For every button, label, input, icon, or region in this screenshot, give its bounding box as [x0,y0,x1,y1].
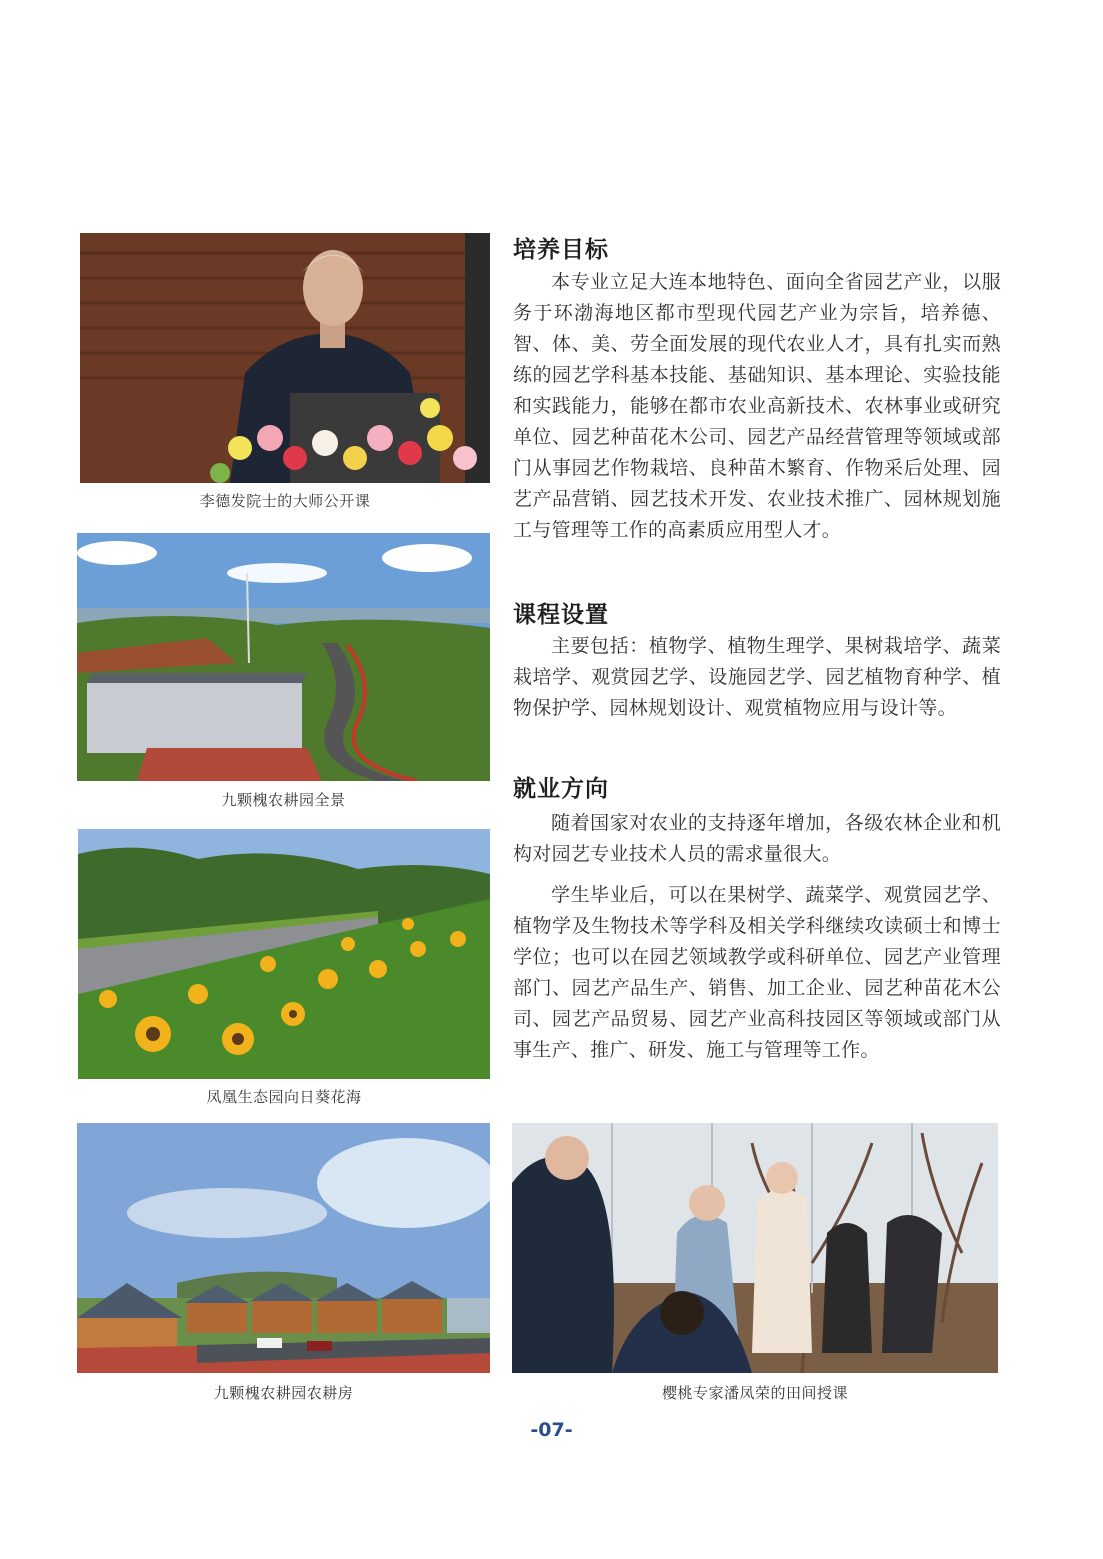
lecture-photo [80,233,490,483]
sunflower-caption: 凤凰生态园向日葵花海 [206,1088,362,1106]
panorama-photo [77,533,490,781]
career-heading: 就业方向 [513,776,609,802]
sunflower-photo [78,829,490,1079]
panorama-caption: 九颗槐农耕园全景 [221,791,346,809]
cherry-photo [512,1123,998,1373]
cherry-caption: 樱桃专家潘凤荣的田间授课 [661,1384,848,1402]
lecture-caption: 李德发院士的大师公开课 [199,492,371,510]
goal-heading: 培养目标 [513,237,609,263]
goal-paragraph: 本专业立足大连本地特色、面向全省园艺产业，以服务于环渤海地区都市型现代园艺产业为宗旨，培养德、智、体、美、劳全面发展的现代农业人才，具有扎实而熟练的园艺学科基本技能、基础知识、基本理论、实验技能和实践能力，能够在都市农业高新技术、农林事业或研究单位、园艺种苗花木公司、园艺产品经营管理等领域或部门从事园艺作物栽培、良种苗木繁育、作物采后处理、园艺产品营销、园艺技术开发、农业技术推广、园林规划施工与管理等工作的高素质应用型人才。 [513,271,1001,541]
farmhouse-caption: 九颗槐农耕园农耕房 [213,1384,354,1402]
career-paragraph-2: 学生毕业后，可以在果树学、蔬菜学、观赏园艺学、植物学及生物技术等学科及相关学科继续攻读硕士和博士学位；也可以在园艺领域教学或科研单位、园艺产业管理部门、园艺产品生产、销售、加工企业、园艺种苗花木公司、园艺产品贸易、园艺产业高科技园区等领域或部门从事生产、推广、研发、施工与管理等工作。 [513,884,1001,1061]
page-number: -07- [530,1419,573,1441]
career-paragraph-1: 随着国家对农业的支持逐年增加，各级农林企业和机构对园艺专业技术人员的需求量很大。 [513,812,1001,865]
courses-heading: 课程设置 [513,602,609,628]
courses-paragraph: 主要包括：植物学、植物生理学、果树栽培学、蔬菜栽培学、观赏园艺学、设施园艺学、园艺植物育种学、植物保护学、园林规划设计、观赏植物应用与设计等。 [513,635,1001,719]
farmhouse-photo [77,1123,490,1373]
